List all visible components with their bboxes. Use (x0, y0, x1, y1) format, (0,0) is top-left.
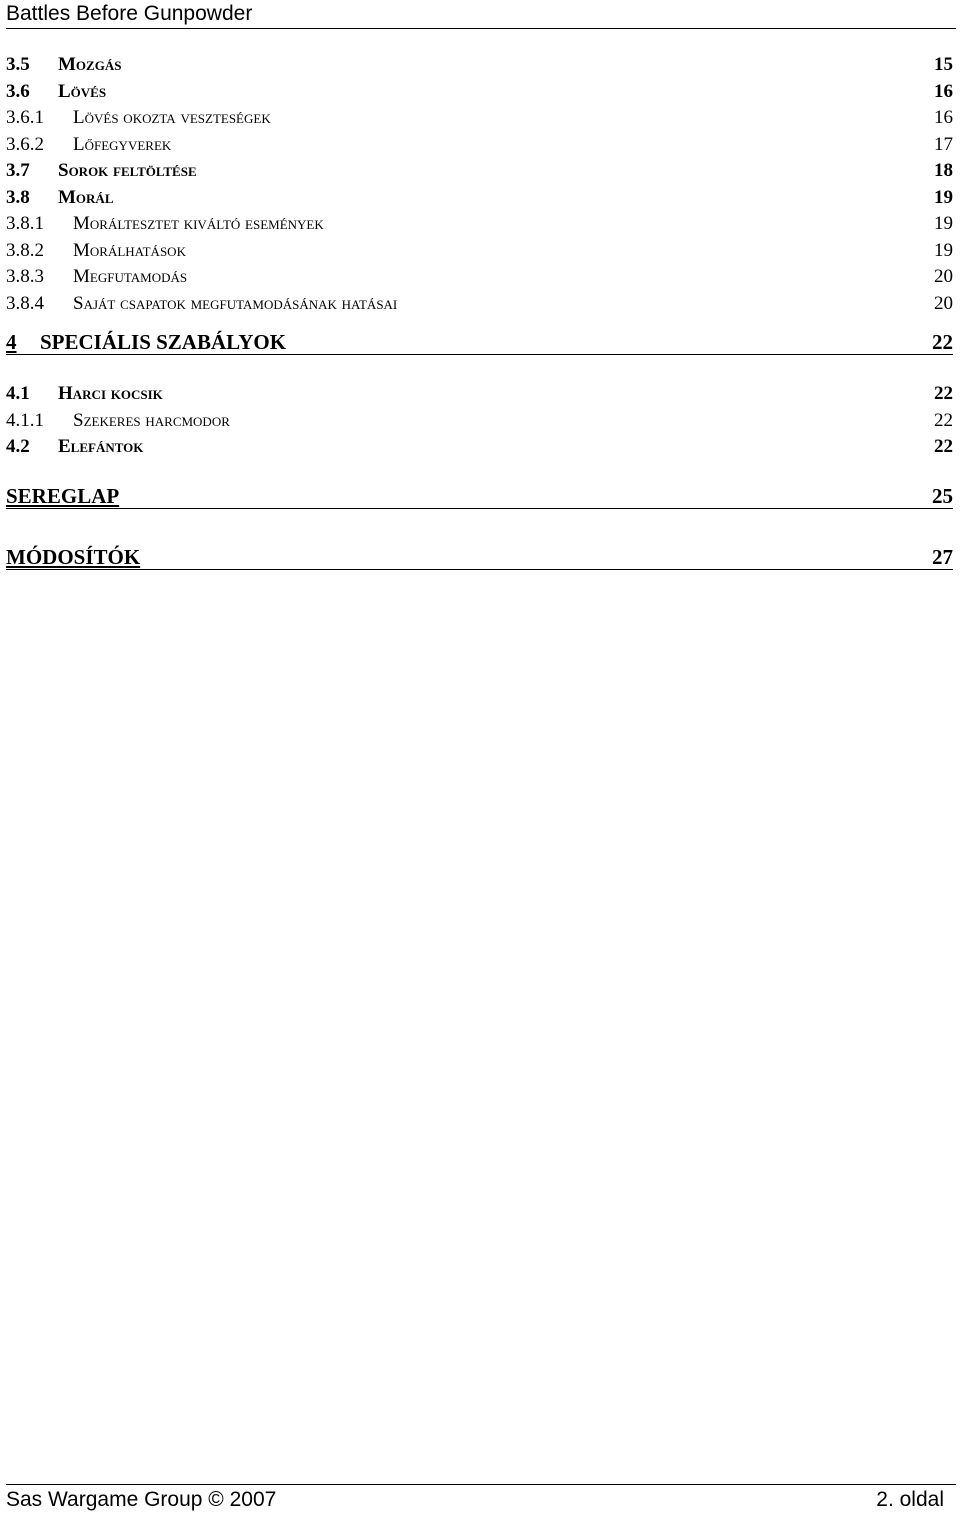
toc-title: Sorok feltöltése (58, 160, 197, 181)
toc-page: 19 (934, 213, 953, 234)
toc-title: Saját csapatok megfutamodásának hatásai (73, 292, 398, 314)
toc-entry-sereglap[interactable] (6, 481, 953, 511)
toc-title: Mozgás (58, 54, 122, 75)
toc-page: 22 (934, 436, 953, 457)
toc-page: 22 (934, 383, 953, 404)
toc-title: Lövés (58, 80, 107, 102)
toc-number: 3.8.2 (6, 239, 44, 261)
toc-page: 16 (934, 80, 953, 102)
toc-title: Moráltesztet kiváltó események (73, 213, 324, 234)
toc-number: 3.6.1 (6, 107, 44, 128)
toc-title: Morálhatások (73, 239, 186, 261)
spacer (6, 357, 953, 381)
toc-entry-3-6-2[interactable] (6, 132, 953, 159)
page-header (6, 0, 956, 29)
toc-entry-3-8-2[interactable] (6, 238, 953, 265)
page-footer (6, 1484, 956, 1517)
underline-rule (6, 508, 953, 509)
toc-page: 22 (934, 409, 953, 431)
toc-page: 25 (932, 483, 953, 508)
toc-page: 15 (934, 54, 953, 75)
toc-number: 3.6.2 (6, 133, 44, 155)
header-title: Battles Before Gunpowder (6, 2, 253, 25)
toc-number: 3.7 (6, 160, 30, 181)
spacer (6, 511, 953, 542)
footer-copyright: Sas Wargame Group © 2007 (6, 1488, 277, 1511)
toc-number: 3.8 (6, 186, 30, 208)
toc-page: 16 (934, 107, 953, 128)
toc-entry-4-2[interactable] (6, 434, 953, 461)
toc-entry-3-6-1[interactable] (6, 105, 953, 132)
toc-number: 3.6 (6, 80, 30, 102)
toc-page: 22 (932, 330, 953, 354)
toc-number: 3.8.4 (6, 292, 44, 314)
toc-title: SPECIÁLIS SZABÁLYOK (40, 330, 287, 354)
toc-number: 4.1.1 (6, 409, 44, 431)
spacer (6, 317, 953, 327)
toc-title: Lövés okozta veszteségek (73, 107, 271, 128)
toc-title: Elefántok (58, 436, 144, 457)
toc-page: 19 (934, 186, 953, 208)
toc-page: 20 (934, 292, 953, 314)
toc-title: Megfutamodás (73, 266, 188, 287)
toc-page: 27 (932, 544, 953, 569)
table-of-contents (6, 52, 953, 572)
toc-entry-modositok[interactable] (6, 542, 953, 572)
footer-page-number: 2. oldal (876, 1488, 944, 1511)
toc-entry-3-6[interactable] (6, 79, 953, 106)
toc-number: 4.1 (6, 383, 30, 404)
toc-number: SEREGLAP (6, 483, 120, 508)
toc-title: Lőfegyverek (73, 133, 172, 155)
toc-number: 3.8.3 (6, 266, 44, 287)
underline-rule (6, 569, 953, 570)
toc-entry-3-8-3[interactable] (6, 264, 953, 291)
toc-number: 3.8.1 (6, 213, 44, 234)
toc-number: 3.5 (6, 54, 30, 75)
toc-entry-3-8[interactable] (6, 185, 953, 212)
toc-entry-3-8-1[interactable] (6, 211, 953, 238)
spacer (6, 461, 953, 481)
toc-entry-3-7[interactable] (6, 158, 953, 185)
toc-title: Harci kocsik (58, 383, 163, 404)
toc-entry-4-1[interactable] (6, 381, 953, 408)
toc-entry-3-5[interactable] (6, 52, 953, 79)
toc-number: 4.2 (6, 436, 30, 457)
toc-entry-3-8-4[interactable] (6, 291, 953, 318)
toc-entry-4[interactable] (6, 327, 953, 357)
toc-title: Szekeres harcmodor (73, 409, 230, 431)
toc-page: 20 (934, 266, 953, 287)
toc-page: 19 (934, 239, 953, 261)
toc-number: 4 (6, 330, 17, 354)
toc-number: MÓDOSÍTÓK (6, 544, 141, 569)
toc-page: 17 (934, 133, 953, 155)
toc-entry-4-1-1[interactable] (6, 408, 953, 435)
toc-page: 18 (934, 160, 953, 181)
toc-title: Morál (58, 186, 114, 208)
